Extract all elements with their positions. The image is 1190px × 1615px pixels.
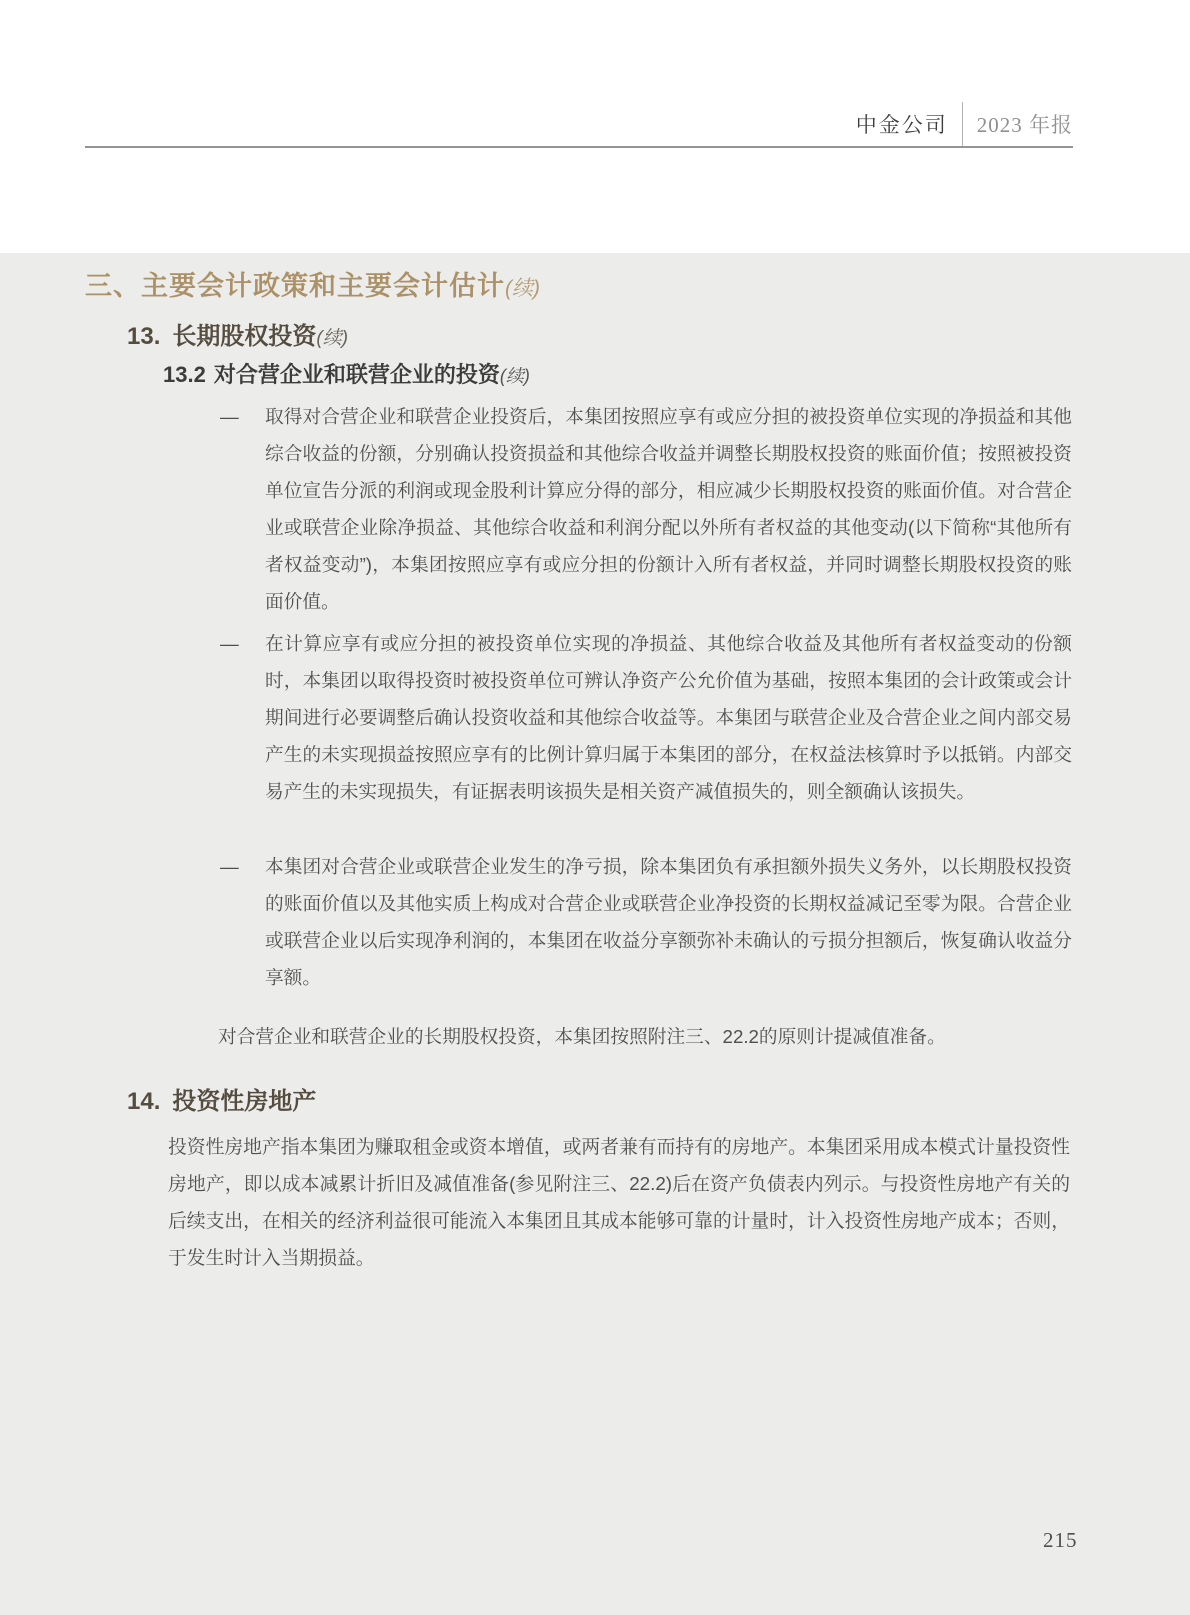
heading-13-number: 13. xyxy=(127,323,161,350)
company-name: 中金公司 xyxy=(855,113,948,137)
section-heading-continued: (续) xyxy=(505,277,540,300)
bullet-paragraph-text: 本集团对合营企业或联营企业发生的净亏损，除本集团负有承担额外损失义务外，以长期股权投资的账面价值以及其他实质上构成对合营企业或联营企业净投资的长期权益减记至零为限。合营企业或联营企业以后实现净利润的，本集团在收益分享额弥补未确认的亏损分担额后，恢复确认收益分享额。 xyxy=(265,856,1072,988)
bullet-paragraph xyxy=(220,398,1072,620)
header-divider xyxy=(962,102,963,146)
heading-13-2-continued: (续) xyxy=(499,366,530,386)
section-14-paragraph: 投资性房地产指本集团为赚取租金或资本增值，或两者兼有而持有的房地产。本集团采用成本模式计量投资性房地产，即以成本减累计折旧及减值准备(参见附注三、22.2)后在资产负债表内列示。与投资性房地产有关的后续支出，在相关的经济利益很可能流入本集团且其成本能够可靠的计量时，计入投资性房地产成本；否则，于发生时计入当期损益。 xyxy=(168,1136,1070,1268)
bullet-dash-marker: — xyxy=(220,856,239,877)
report-year-label: 2023 年报 xyxy=(976,113,1073,137)
bullet-dash-marker: — xyxy=(220,633,239,654)
bullet-paragraph xyxy=(220,625,1072,810)
heading-14-title: 投资性房地产 xyxy=(172,1088,317,1115)
heading-13-2 xyxy=(163,358,530,389)
bullet-paragraph-text: 在计算应享有或应分担的被投资单位实现的净损益、其他综合收益及其他所有者权益变动的份额时，本集团以取得投资时被投资单位可辨认净资产公允价值为基础，按照本集团的会计政策或会计期间进行必要调整后确认投资收益和其他综合收益等。本集团与联营企业及合营企业之间内部交易产生的未实现损益按照应享有的比例计算归属于本集团的部分，在权益法核算时予以抵销。内部交易产生的未实现损失，有证据表明该损失是相关资产减值损失的，则全额确认该损失。 xyxy=(265,633,1072,802)
heading-14-number: 14. xyxy=(127,1088,161,1115)
bullet-dash-marker: — xyxy=(220,406,239,427)
bullet-paragraph-text: 取得对合营企业和联营企业投资后，本集团按照应享有或应分担的被投资单位实现的净损益和其他综合收益的份额，分别确认投资损益和其他综合收益并调整长期股权投资的账面价值；按照被投资单位宣告分派的利润或现金股利计算应分得的部分，相应减少长期股权投资的账面价值。对合营企业或联营企业除净损益、其他综合收益和利润分配以外所有者权益的其他变动(以下简称“其他所有者权益变动”)，本集团按照应享有或应分担的份额计入所有者权益，并同时调整长期股权投资的账面价值。 xyxy=(265,406,1072,612)
page-header xyxy=(856,102,1073,146)
heading-14 xyxy=(127,1081,316,1116)
header-rule xyxy=(85,146,1073,148)
section-heading xyxy=(85,264,540,303)
section-heading-text: 三、主要会计政策和主要会计估计 xyxy=(85,271,505,301)
heading-13 xyxy=(127,316,348,351)
bullet-paragraph xyxy=(220,848,1072,996)
heading-13-title: 长期股权投资 xyxy=(172,323,317,350)
page-number: 215 xyxy=(1043,1528,1078,1552)
heading-13-continued: (续) xyxy=(316,328,349,349)
heading-13-2-title: 对合营企业和联营企业的投资 xyxy=(213,362,500,387)
heading-13-2-number: 13.2 xyxy=(163,362,206,387)
note-paragraph: 对合营企业和联营企业的长期股权投资，本集团按照附注三、22.2的原则计提减值准备。 xyxy=(218,1026,946,1047)
